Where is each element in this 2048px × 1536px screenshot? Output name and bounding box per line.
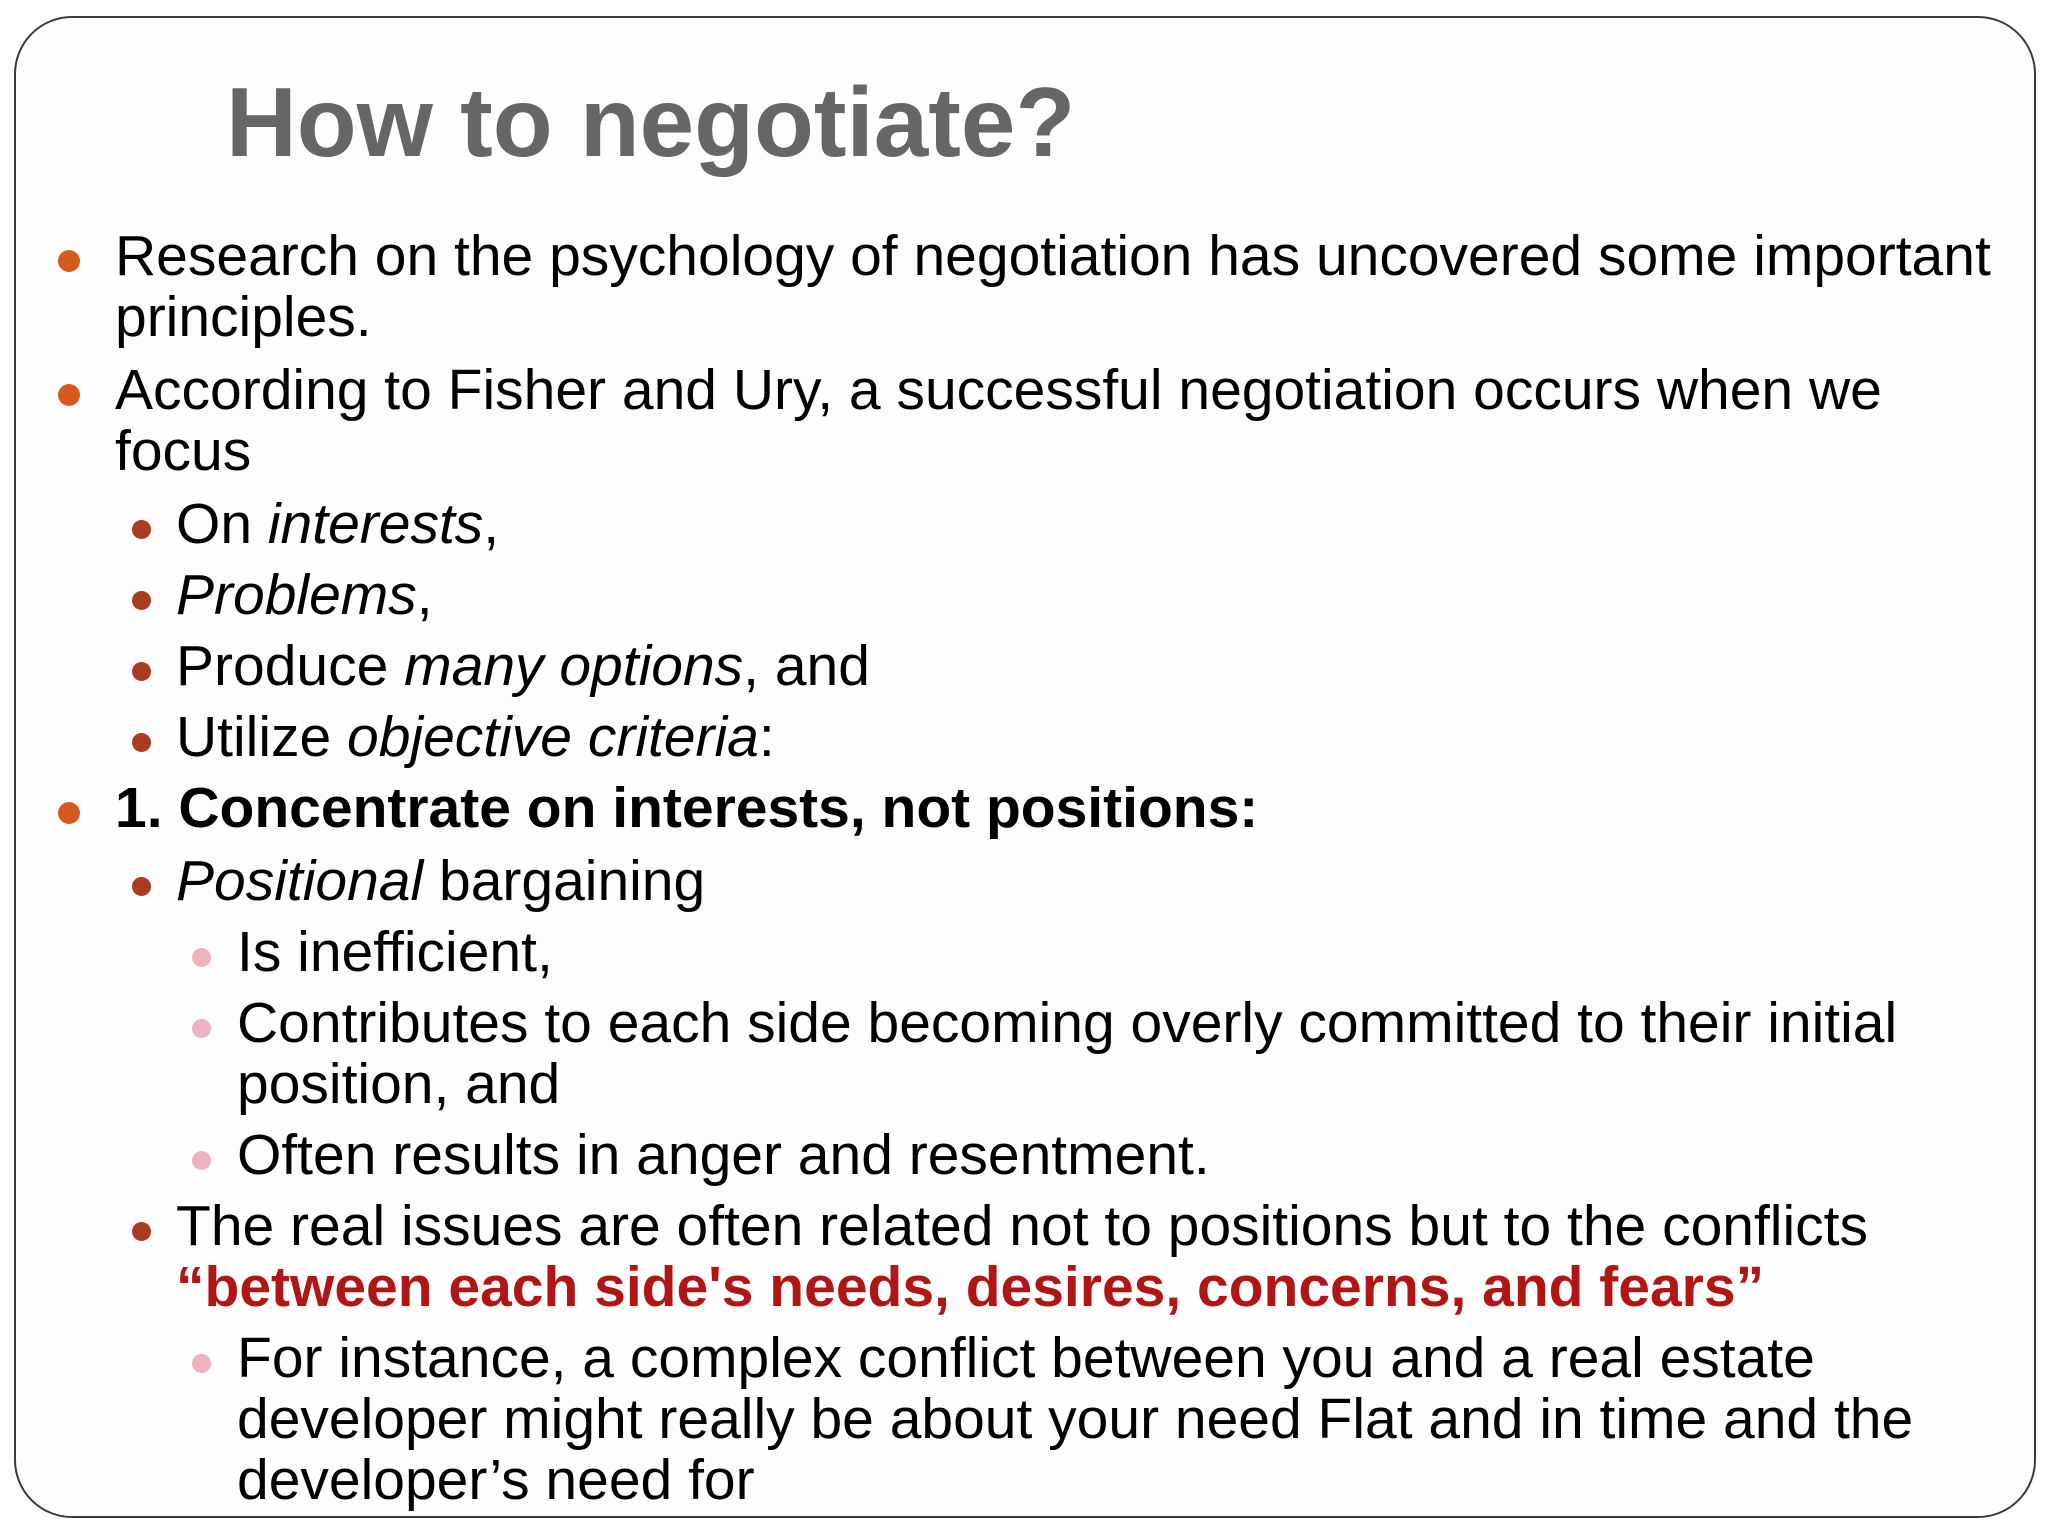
bullet-dot-icon (192, 1019, 211, 1038)
bullet-text: For instance, a complex conflict between you and a real estate developer might really be about your need Flat and in time and the developer’s need for (237, 1326, 1914, 1512)
sub-bullet-item (0, 851, 2048, 912)
sub-sub-bullet-item (0, 1328, 2048, 1511)
bullet-dot-icon (132, 877, 151, 896)
bullet-text-suffix: , and (743, 634, 870, 698)
bullet-text-prefix: Utilize (176, 705, 348, 769)
sub-bullet-item (0, 707, 2048, 768)
bullet-dot-icon (58, 250, 80, 272)
sub-sub-bullet-item (0, 993, 2048, 1115)
bullet-text: According to Fisher and Ury, a successful negotiation occurs when we focus (115, 358, 1882, 483)
bullet-dot-icon (58, 384, 80, 406)
bullet-item (0, 360, 2048, 482)
bullet-item (0, 778, 2048, 839)
slide-body (0, 226, 2048, 1521)
bullet-text-suffix: , (483, 492, 500, 556)
bullet-dot-icon (132, 733, 151, 752)
bullet-text-suffix: bargaining (423, 849, 706, 913)
bullet-text: Research on the psychology of negotiation has uncovered some important principles. (115, 224, 1991, 349)
bullet-text-suffix: : (758, 705, 775, 769)
bullet-text: Is inefficient, (237, 920, 553, 984)
bullet-dot-icon (132, 520, 151, 539)
bullet-item (0, 226, 2048, 348)
bullet-dot-icon (132, 662, 151, 681)
sub-bullet-item (0, 636, 2048, 697)
bullet-text-suffix: , (416, 563, 433, 627)
bullet-dot-icon (132, 1222, 151, 1241)
bullet-dot-icon (192, 1151, 211, 1170)
bullet-dot-icon (132, 591, 151, 610)
bullet-dot-icon (192, 948, 211, 967)
section-heading: 1. Concentrate on interests, not positions: (115, 776, 1259, 840)
sub-bullet-item (0, 494, 2048, 555)
bullet-text-prefix: Produce (176, 634, 405, 698)
bullet-text-emphasis: objective criteria (347, 705, 759, 769)
bullet-text-emphasis: many options (404, 634, 744, 698)
bullet-dot-icon (58, 802, 80, 824)
bullet-text-emphasis: interests (267, 492, 484, 556)
sub-sub-bullet-item (0, 922, 2048, 983)
bullet-text-emphasis: Problems (176, 563, 417, 627)
bullet-text: Often results in anger and resentment. (237, 1123, 1210, 1187)
sub-bullet-item (0, 1196, 2048, 1318)
bullet-text-prefix: The real issues are often related not to positions but to the conflicts (176, 1194, 1868, 1258)
bullet-text-emphasis: Positional (176, 849, 424, 913)
sub-bullet-item (0, 565, 2048, 626)
highlighted-quote: “between each side's needs, desires, concerns, and fears” (176, 1255, 1765, 1319)
slide-title: How to negotiate? (226, 67, 1076, 177)
sub-sub-bullet-item (0, 1125, 2048, 1186)
bullet-text: Contributes to each side becoming overly committed to their initial position, and (237, 991, 1898, 1116)
bullet-dot-icon (192, 1354, 211, 1373)
bullet-text-prefix: On (176, 492, 268, 556)
